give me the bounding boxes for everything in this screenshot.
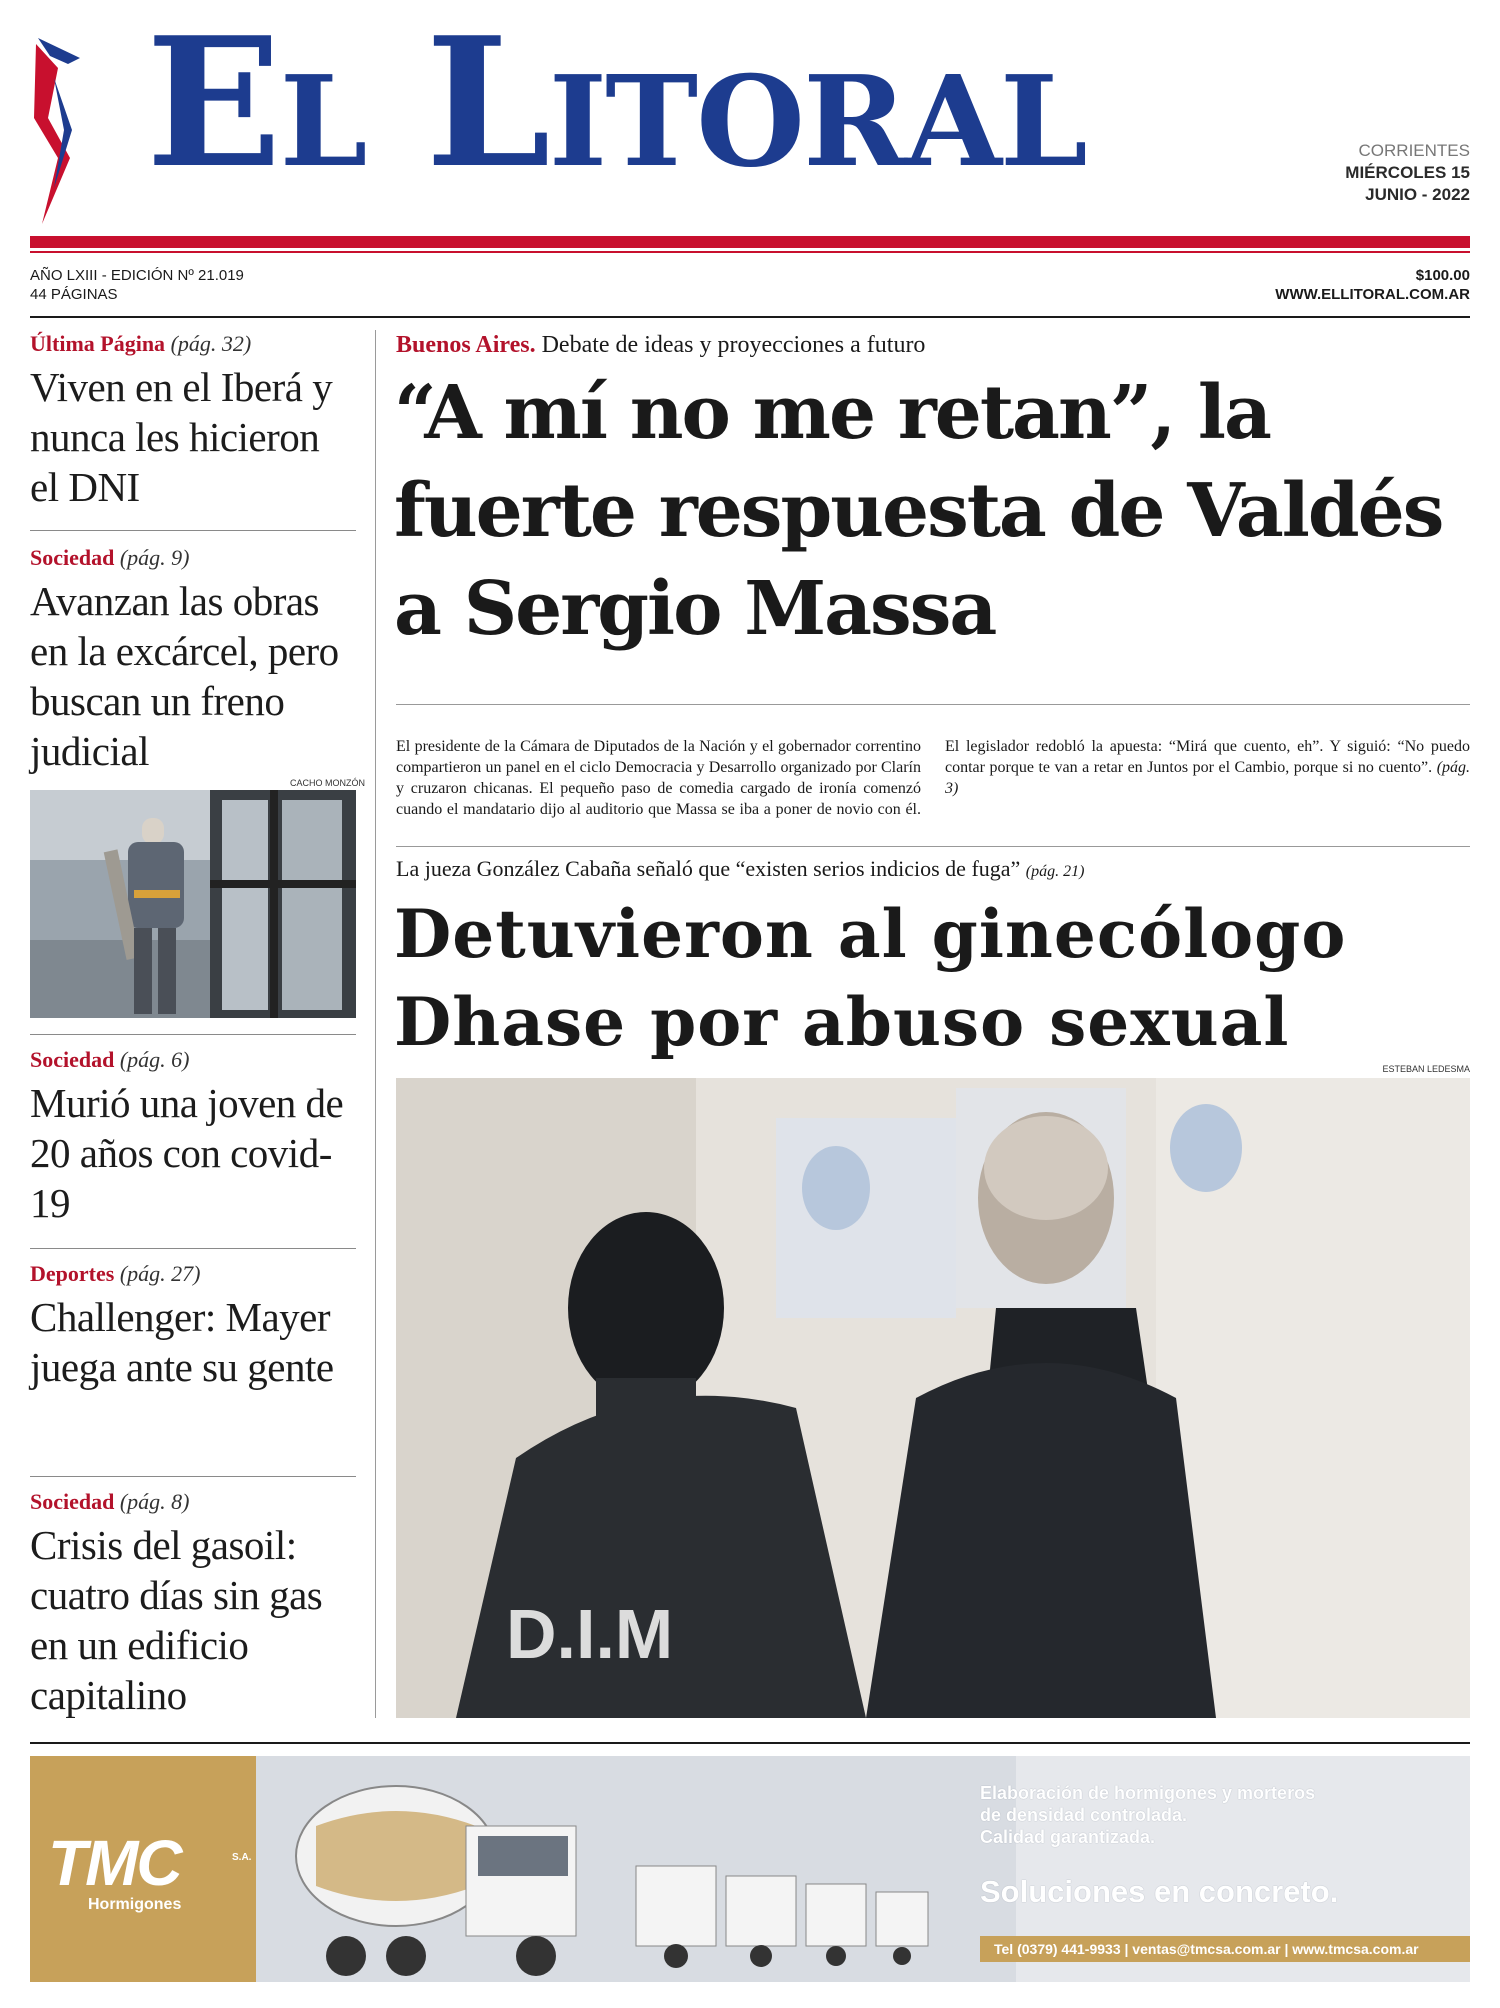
masthead-day: MIÉRCOLES 15 [1345,163,1470,182]
price: $100.00 [1415,267,1470,284]
story-kicker [30,1260,356,1288]
story-section: Sociedad [30,1047,115,1072]
masthead-meta [1345,140,1470,206]
masthead-title: El Litoral [146,0,1086,207]
story-kicker [30,1046,356,1074]
photo-credit: ESTEBAN LEDESMA [1382,1064,1470,1074]
advertisement[interactable] [30,1756,1470,1982]
lead-headline[interactable]: “A mí no me retan”, la fuerte respuesta de Valdés a Sergio Massa [394,370,1443,652]
jacket-label: D.I.M [506,1595,674,1673]
story-page-ref: (pág. 9) [119,545,190,570]
second-page-ref: (pág. 21) [1025,863,1085,880]
story-page-ref: (pág. 6) [119,1047,190,1072]
story-page-ref: (pág. 8) [119,1489,190,1514]
ad-contact-bar[interactable]: Tel (0379) 441-9933 | ventas@tmcsa.com.ar | www.tmcsa.com.ar [980,1936,1470,1962]
masthead-red-rule-thin [30,251,1470,253]
sidebar-story[interactable] [30,1488,356,1720]
ad-brand-sub: Hormigones [88,1896,182,1913]
second-headline[interactable]: Detuvieron al ginecólogo Dhase por abuso sexual [394,895,1347,1061]
story-section: Sociedad [30,545,115,570]
story-headline: Crisis del gasoil: cuatro días sin gas en un edificio capitalino [30,1522,323,1718]
ad-brand-suffix: S.A. [232,1852,252,1863]
story-page-ref: (pág. 27) [119,1261,201,1286]
page-count: 44 PÁGINAS [30,286,118,303]
ad-copy-line: de densidad controlada. [980,1805,1188,1825]
ad-brand-logo: TMC [48,1827,181,1899]
masthead-date: JUNIO - 2022 [1365,185,1470,204]
price-block [1275,266,1470,304]
sidebar-divider [30,1476,356,1477]
story-kicker [30,1488,356,1516]
story-page-ref: (pág. 32) [170,331,252,356]
website-link[interactable]: WWW.ELLITORAL.COM.AR [1275,286,1470,303]
story-headline: Avanzan las obras en la excárcel, pero buscan un freno judicial [30,578,339,774]
edition-info [30,266,244,304]
bottom-divider [30,1742,1470,1744]
ad-logo-panel [30,1756,256,1982]
story-headline: Murió una joven de 20 años con covid-19 [30,1080,344,1226]
lead-divider [396,704,1470,705]
column-divider [375,330,376,1718]
lead-body [396,736,1470,820]
second-kicker-text: La jueza González Cabaña señaló que “existen serios indicios de fuga” [396,856,1021,881]
sidebar-story[interactable] [30,1046,356,1228]
ad-slogan: Soluciones en concreto. [980,1874,1339,1909]
logo-mark-icon [28,38,90,224]
masthead-city: CORRIENTES [1358,141,1470,160]
top-divider [30,316,1470,318]
sidebar-story[interactable] [30,1260,356,1392]
lead-section: Buenos Aires. [396,332,536,358]
worker-photo[interactable] [30,790,356,1018]
lead-page-ref: (pág. 3) [945,759,1471,797]
photo-credit: CACHO MONZÓN [290,778,365,788]
second-kicker [396,854,1084,887]
story-section: Última Página [30,331,166,356]
sidebar-divider [30,1034,356,1035]
sidebar-story[interactable] [30,544,356,776]
story-divider [396,846,1470,847]
story-headline: Challenger: Mayer juega ante su gente [30,1294,334,1390]
edition-number: AÑO LXIII - EDICIÓN Nº 21.019 [30,267,244,284]
ad-copy-line: Calidad garantizada. [980,1827,1156,1847]
sidebar-story[interactable] [30,330,356,512]
sidebar-divider [30,1248,356,1249]
story-kicker [30,330,356,358]
story-kicker [30,544,356,572]
concrete-trucks-image [256,1756,1016,1982]
ad-copy-line: Elaboración de hormigones y morteros [980,1783,1316,1803]
arrest-photo[interactable] [396,1078,1470,1718]
story-section: Sociedad [30,1489,115,1514]
lead-kicker-text: Debate de ideas y proyecciones a futuro [541,332,926,358]
lead-body-text: El presidente de la Cámara de Diputados de la Nación y el gobernador correntino compartieron un panel en el ciclo Democracia y Desarrollo organizado por Clarín y cruzaron chicanas. El pequeño paso de comedia cargado de ironía comenzó cuando el mandatario dijo al auditorio que Massa se iba a poner de novio con él. El legislador redobló la apuesta: “Mirá que cuento, eh”. Y siguió: “No puedo contar porque te van a retar en Juntos por el Cambio, porque si no cuento”. [396,738,1470,818]
story-headline: Viven en el Iberá y nunca les hicieron el DNI [30,364,333,510]
masthead-red-rule [30,236,1470,248]
sidebar-divider [30,530,356,531]
story-section: Deportes [30,1261,115,1286]
ad-copy [980,1782,1315,1848]
lead-kicker [396,330,925,360]
